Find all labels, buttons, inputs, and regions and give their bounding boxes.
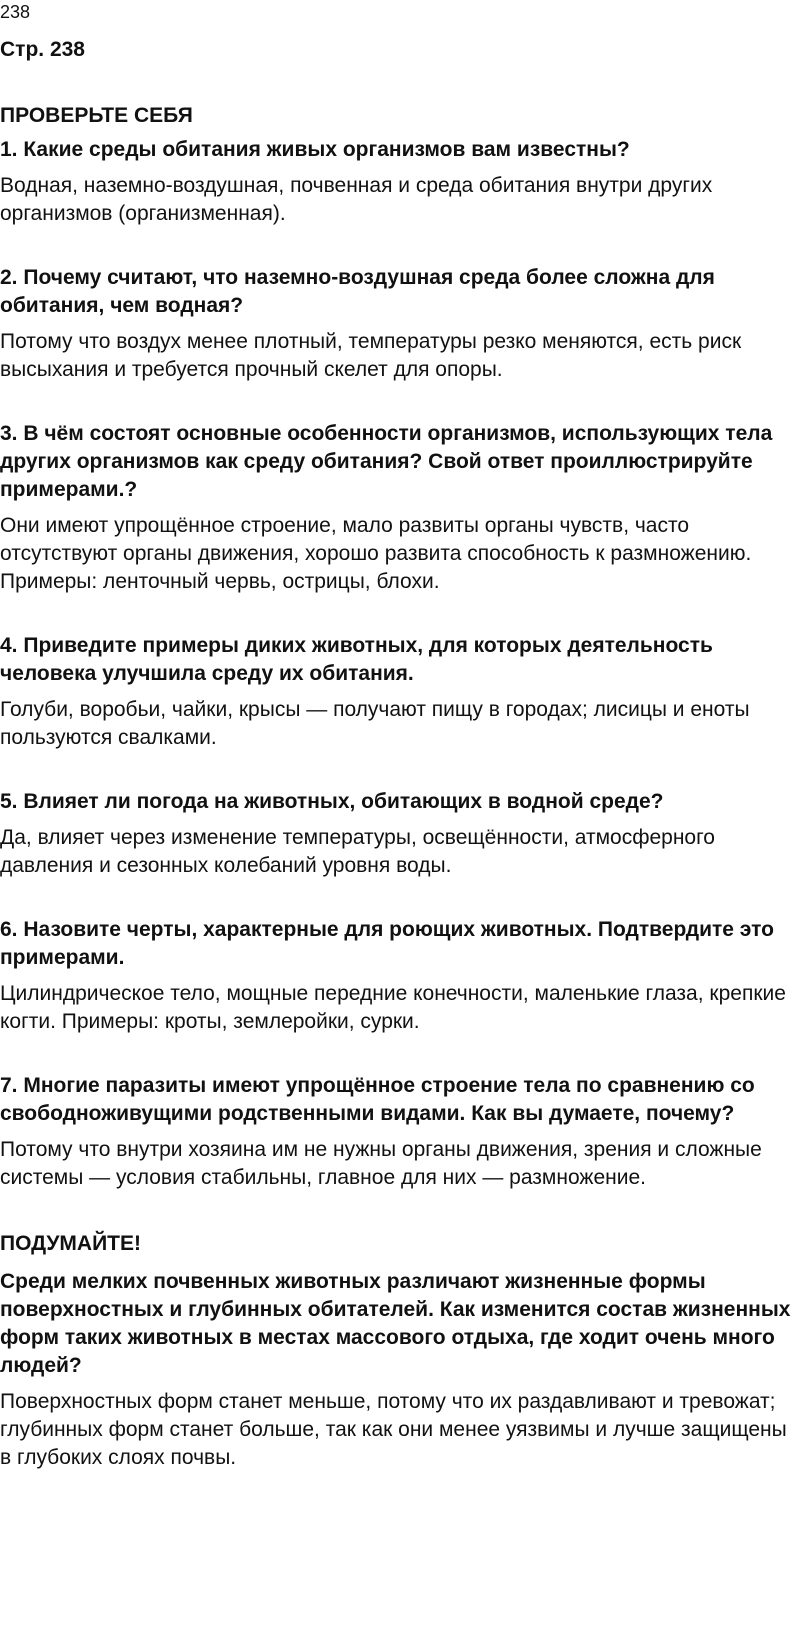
question-2: 2. Почему считают, что наземно-воздушная среда более сложна для обитания, чем водная? [0, 266, 715, 317]
answer-5: Да, влияет через изменение температуры, освещённости, атмосферного давления и сезонных колебаний уровня воды. [0, 826, 715, 877]
qa-block-1 [0, 136, 798, 228]
qa-block-5 [0, 788, 798, 880]
think-question: Среди мелких почвенных животных различают жизненные формы поверхностных и глубинных обитателей. Как изменится состав жизненных форм таких животных в местах массового отдыха, где ходит очень много людей? [0, 1270, 791, 1377]
question-6: 6. Назовите черты, характерные для роющих животных. Подтвердите это примерами. [0, 918, 774, 969]
answer-2: Потому что воздух менее плотный, температуры резко меняются, есть риск высыхания и требуется прочный скелет для опоры. [0, 330, 742, 381]
think-answer: Поверхностных форм станет меньше, потому что их раздавливают и тревожат; глубинных форм станет больше, так как они менее уязвимы и лучше защищены в глубоких слоях почвы. [0, 1390, 787, 1469]
think-block [0, 1268, 798, 1472]
page-heading: Стр. 238 [0, 38, 85, 61]
question-1: 1. Какие среды обитания живых организмов вам известны? [0, 138, 630, 161]
question-5: 5. Влияет ли погода на животных, обитающих в водной среде? [0, 790, 664, 813]
answer-1: Водная, наземно-воздушная, почвенная и среда обитания внутри других организмов (организменная). [0, 174, 713, 225]
answer-7: Потому что внутри хозяина им не нужны органы движения, зрения и сложные системы — условия стабильны, главное для них — размножение. [0, 1138, 762, 1189]
qa-block-7 [0, 1072, 798, 1192]
question-7: 7. Многие паразиты имеют упрощённое строение тела по сравнению со свободноживущими родственными видами. Как вы думаете, почему? [0, 1074, 755, 1125]
page-number: 238 [0, 2, 31, 22]
answer-3: Они имеют упрощённое строение, мало развиты органы чувств, часто отсутствуют органы движения, хорошо развита способность к размножению. Примеры: ленточный червь, острицы, блохи. [0, 514, 752, 593]
qa-block-3 [0, 420, 798, 596]
qa-block-4 [0, 632, 798, 752]
answer-4: Голуби, воробьи, чайки, крысы — получают пищу в городах; лисицы и еноты пользуются свалками. [0, 698, 750, 749]
answer-6: Цилиндрическое тело, мощные передние конечности, маленькие глаза, крепкие когти. Примеры: кроты, землеройки, сурки. [0, 982, 786, 1033]
section-title-think: ПОДУМАЙТЕ! [0, 1232, 142, 1255]
section-title-check: ПРОВЕРЬТЕ СЕБЯ [0, 104, 193, 127]
question-3: 3. В чём состоят основные особенности организмов, использующих тела других организмов как среду обитания? Свой ответ проиллюстрируйте примерами.? [0, 422, 773, 501]
page-content [0, 36, 798, 1472]
question-4: 4. Приведите примеры диких животных, для которых деятельность человека улучшила среду их обитания. [0, 634, 713, 685]
qa-block-6 [0, 916, 798, 1036]
qa-block-2 [0, 264, 798, 384]
